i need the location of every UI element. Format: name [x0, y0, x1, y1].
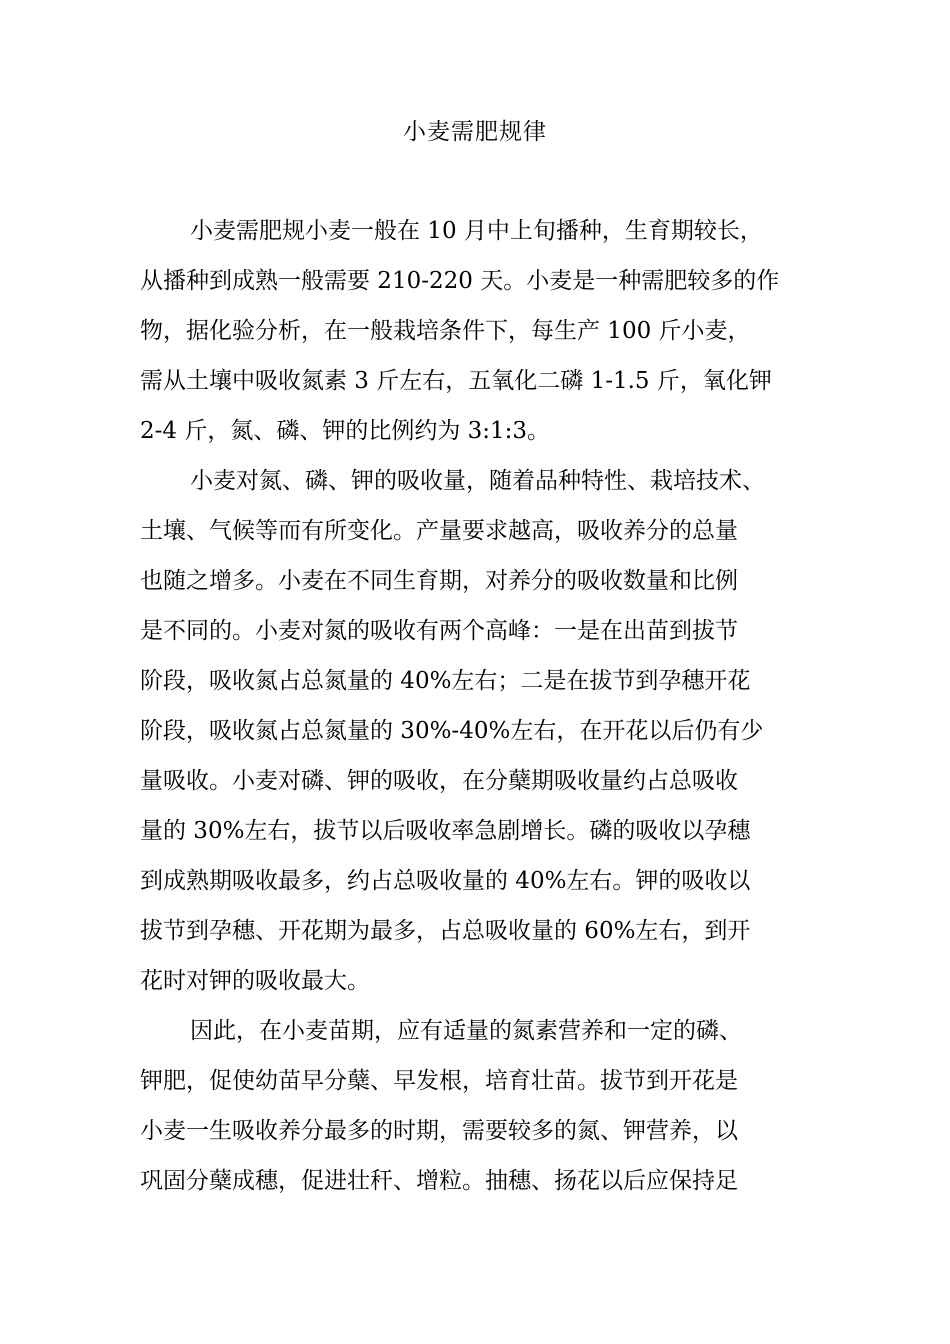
text-line: 2-4 斤，氮、磷、钾的比例约为 3:1:3。: [140, 418, 551, 444]
text-line: 物，据化验分析，在一般栽培条件下，每生产 100 斤小麦，: [140, 318, 751, 344]
text-line: 土壤、气候等而有所变化。产量要求越高，吸收养分的总量: [140, 518, 738, 544]
document-body: [140, 206, 820, 1206]
text-line: 量的 30%左右，拔节以后吸收率急剧增长。磷的吸收以孕穗: [140, 818, 751, 844]
paragraph-2: [140, 456, 820, 1006]
paragraph-1: [140, 206, 820, 456]
text-line: 拔节到孕穗、开花期为最多，占总吸收量的 60%左右，到开: [140, 918, 751, 944]
text-line: 小麦对氮、磷、钾的吸收量，随着品种特性、栽培技术、: [190, 468, 765, 494]
text-line: 也随之增多。小麦在不同生育期，对养分的吸收数量和比例: [140, 568, 738, 594]
text-line: 到成熟期吸收最多，约占总吸收量的 40%左右。钾的吸收以: [140, 868, 751, 894]
text-line: 巩固分蘖成穗，促进壮秆、增粒。抽穗、扬花以后应保持足: [140, 1168, 738, 1194]
text-line: 需从土壤中吸收氮素 3 斤左右，五氧化二磷 1-1.5 斤，氧化钾: [140, 368, 772, 394]
text-line: 小麦需肥规小麦一般在 10 月中上旬播种，生育期较长，: [190, 218, 763, 244]
text-line: 花时对钾的吸收最大。: [140, 968, 370, 994]
text-line: 阶段，吸收氮占总氮量的 40%左右；二是在拔节到孕穗开花: [140, 668, 751, 694]
paragraph-3: [140, 1006, 820, 1206]
text-line: 量吸收。小麦对磷、钾的吸收，在分蘖期吸收量约占总吸收: [140, 768, 738, 794]
text-line: 钾肥，促使幼苗早分蘖、早发根，培育壮苗。拔节到开花是: [140, 1068, 738, 1094]
text-line: 因此，在小麦苗期，应有适量的氮素营养和一定的磷、: [190, 1018, 742, 1044]
text-line: 小麦一生吸收养分最多的时期，需要较多的氮、钾营养，以: [140, 1118, 738, 1144]
text-line: 是不同的。小麦对氮的吸收有两个高峰：一是在出苗到拔节: [140, 618, 738, 644]
text-line: 从播种到成熟一般需要 210-220 天。小麦是一种需肥较多的作: [140, 268, 780, 294]
document-title: 小麦需肥规律: [403, 119, 547, 145]
text-line: 阶段，吸收氮占总氮量的 30%-40%左右，在开花以后仍有少: [140, 718, 764, 744]
